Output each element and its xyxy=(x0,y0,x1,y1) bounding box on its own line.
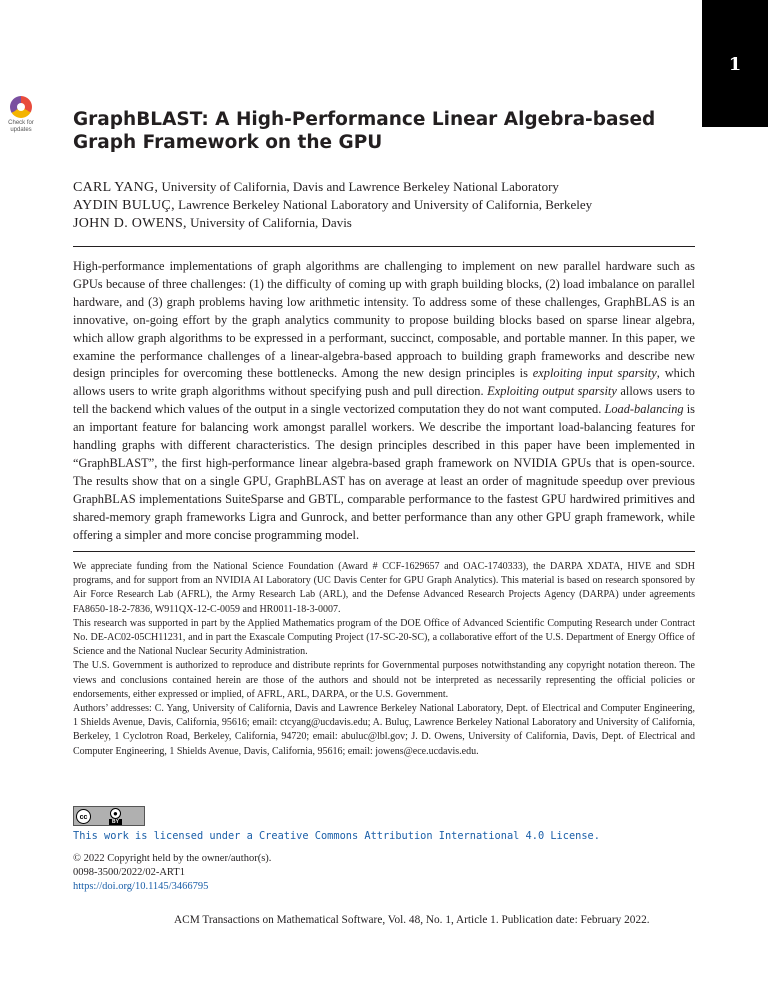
badge-text-line-1: Check for xyxy=(8,120,34,126)
cc-by-license-badge[interactable] xyxy=(73,806,145,826)
abstract-text: High-performance implementations of graph algorithms are challenging to implement on new parallel hardware such as GPUs because of three challenges: (1) the difficulty of coming up with graph building blocks, (2) load imbalance on parallel hardware, and (3) graph problems having low arithmetic intensity. To address some of these challenges, GraphBLAS is an innovative, on-going effort by the graph analytics community to propose building blocks based on sparse linear algebra, which allow graph algorithms to be expressed in a performant, succinct, composable, and portable manner. In this paper, we examine the performance challenges of a linear-algebra-based approach to building graph frameworks and describe new design principles for overcoming these bottlenecks. Among the new design principles is xyxy=(73,259,695,381)
funding-note: We appreciate funding from the National Science Foundation (Award # CCF-1629657 and OAC-1740333), the DARPA XDATA, HIVE and SDH programs, and for support from an NVIDIA AI Laboratory (UC Davis Center for GPU Graph Analytics). This material is based on research sponsored by Air Force Research Lab (AFRL), the Army Research Lab (ARL), and the Defense Advanced Research Projects Agency (DARPA) under agreements FA8650-18-2-7836, W911QX-12-C-0059 and HR0011-18-3-0007. xyxy=(73,561,695,615)
abstract-text: allows users to tell the backend which values of the output in a single vectorized computation they do not want computed. xyxy=(73,384,695,417)
publication-meta xyxy=(73,852,271,894)
author-affiliation: University of California, Davis and Lawrence Berkeley National Laboratory xyxy=(161,179,559,194)
license-link[interactable]: This work is licensed under a Creative Commons Attribution International 4.0 License. xyxy=(73,830,600,842)
page-number: 1 xyxy=(728,54,742,75)
abstract-text: is an important feature for balancing work amongst parallel workers. We describe the important load-balancing features for handling graphs with different characteristics. The design principles described in this paper have been implemented in “GraphBLAST”, the first high-performance linear algebra-based graph framework on NVIDIA GPUs that is open-source. The results show that on a single GPU, GraphBLAST has on average at least an order of magnitude speedup over previous GraphBLAS implementations SuiteSparse and GBTL, comparable performance to the fastest GPU hardwired primitives and shared-memory graph frameworks Ligra and Gunrock, and better performance than any other GPU graph framework, while offering a simpler and more concise programming model. xyxy=(73,402,695,542)
abstract-emphasis: Exploiting output sparsity xyxy=(487,384,617,399)
by-label: BY xyxy=(109,819,122,825)
page-number-tab xyxy=(702,0,768,127)
author-line xyxy=(73,196,713,214)
copyright-line: © 2022 Copyright held by the owner/author(s). xyxy=(73,853,272,864)
author-affiliation: University of California, Davis xyxy=(190,215,352,230)
journal-footer: ACM Transactions on Mathematical Software, Vol. 48, No. 1, Article 1. Publication date: February 2022. xyxy=(174,914,650,926)
abstract-top-rule xyxy=(73,246,695,247)
footnotes xyxy=(73,560,695,759)
author-list xyxy=(73,178,713,232)
government-note: The U.S. Government is authorized to reproduce and distribute reprints for Governmental purposes notwithstanding any copyright notation thereon. The views and conclusions contained herein are those of the authors and should not be interpreted as necessarily representing the official policies or endorsements, either expressed or implied, of AFRL, ARL, DARPA, or the U.S. Government. xyxy=(73,660,695,700)
doi-link[interactable]: https://doi.org/10.1145/3466795 xyxy=(73,881,209,892)
abstract-emphasis: exploiting input sparsity xyxy=(532,366,657,381)
abstract-text: , which allows users to write graph algorithms without specifying push and pull direction. xyxy=(73,366,695,399)
abstract-emphasis: Load-balancing xyxy=(604,402,684,417)
check-for-updates-icon xyxy=(10,96,32,118)
abstract xyxy=(73,258,695,545)
attribution-person-icon: ● xyxy=(110,808,121,819)
author-addresses: Authors’ addresses: C. Yang, University of California, Davis and Lawrence Berkeley National Laboratory, Dept. of Electrical and Computer Engineering, 1 Shields Avenue, Davis, California, 95616; email: ctcyang@ucdavis.edu; A. Buluç, Lawrence Berkeley National Laboratory and University of California, Berkeley, 1 Cyclotron Road, Berkeley, California, 94720; email: abuluc@lbl.gov; J. D. Owens, University of California, Davis, Dept. of Electrical and Computer Engineering, 1 Shields Avenue, Davis, California, 95616; email: jowens@ece.ucdavis.edu. xyxy=(73,703,695,757)
badge-text-line-2: updates xyxy=(10,127,32,133)
footnote-rule xyxy=(73,551,695,552)
doe-note: This research was supported in part by the Applied Mathematics program of the DOE Office of Advanced Scientific Computing Research under Contract No. DE-AC02-05CH11231, and in part the Exascale Computing Project (17-SC-20-SC), a collaborative effort of the U.S. Department of Energy Office of Science and the National Nuclear Security Administration. xyxy=(73,617,695,658)
issn-line: 0098-3500/2022/02-ART1 xyxy=(73,867,185,878)
creative-commons-icon: cc xyxy=(76,809,91,824)
author-name: CARL YANG, xyxy=(73,180,159,195)
check-for-updates-badge[interactable] xyxy=(3,96,39,136)
author-line xyxy=(73,178,713,196)
author-affiliation: Lawrence Berkeley National Laboratory and University of California, Berkeley xyxy=(178,197,593,212)
author-name: JOHN D. OWENS, xyxy=(73,216,187,231)
author-line xyxy=(73,214,713,232)
paper-title: GraphBLAST: A High-Performance Linear Algebra-based Graph Framework on the GPU xyxy=(73,109,656,153)
author-name: AYDIN BULUÇ, xyxy=(73,198,175,213)
